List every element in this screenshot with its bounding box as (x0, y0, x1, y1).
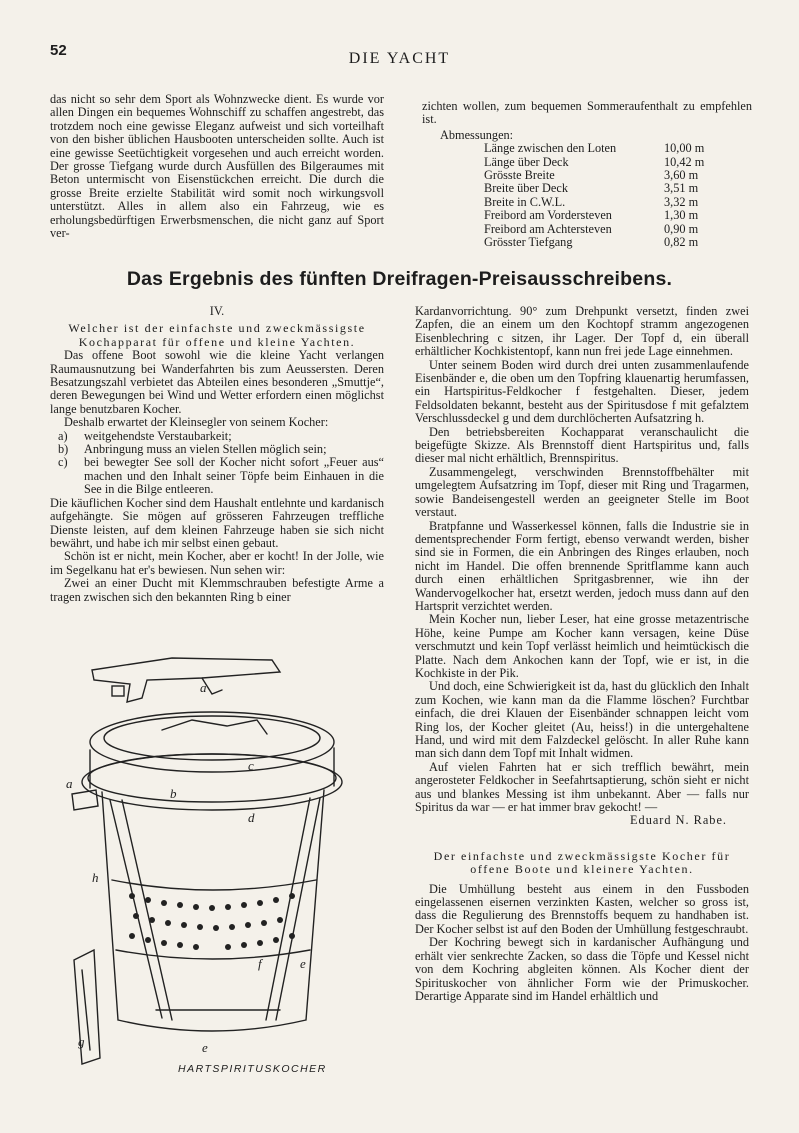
dimension-label: Länge zwischen den Loten (484, 141, 617, 156)
figure-label: a (200, 680, 207, 695)
paragraph: Den betriebsbereiten Kochapparat veranschaulicht die beigefügte Skizze. Als Brennstoff dient Hartspiritus und, falls dieser mal nicht erhältlich, Brennspiritus. (415, 424, 749, 466)
paragraph: Auf vielen Fahrten hat er sich trefflich bewährt, mein angerosteter Feldkocher in Seefahrtsaptierung, schön sieht er nicht aus und blankes Messing ist ihm unbekannt. Aber — falls nur Spiritus da war — er hat immer brav gekocht! — (415, 759, 749, 815)
dimension-label: Länge über Deck (484, 154, 569, 169)
paragraph: Zusammengelegt, verschwinden Brennstoffbehälter mit umgelegtem Aufsatzring im Topf, dieser mit Ring und Tragarmen, sowie Bandeisengestell werden an geeigneter Stelle im Boot verstaut. (415, 464, 749, 520)
paragraph: Mein Kocher nun, lieber Leser, hat eine grosse metazentrische Höhe, keine Pumpe am Kocher kann versagen, keine Düse verschmutzt und kein Topf verlässt heimlich und heimtückisch die Platte. Nach dem Ankochen kann der Topf, wie er ist, in die Kochkiste in der Pik. (415, 612, 749, 680)
list-item (50, 430, 384, 443)
dimension-label: Freibord am Achtersteven (484, 221, 612, 236)
figure-label: e (202, 1040, 208, 1055)
list-item (50, 456, 384, 496)
paragraph: Schön ist er nicht, mein Kocher, aber er kocht! In der Jolle, wie im Segelkanu hat er's bewiesen. Nun sehen wir: (50, 549, 384, 577)
figure-label: c (248, 758, 254, 773)
dimension-row (484, 182, 724, 195)
dimension-value: 0,90 m (664, 221, 699, 236)
paragraph: das nicht so sehr dem Sport als Wohnzwecke dient. Es wurde vor allen Dingen ein bequemes Wohnschiff zu schaffen angestrebt, das trotzdem noch eine gewisse Eleganz aufweist und sich vorteilhaft von den bisher üblichen Hausbooten unterscheiden sollte. Auch ist eine gewisse Seetüchtigkeit vorgesehen und auch erreicht worden. Der grosse Tiefgang wurde durch Ausfüllen des Bilgeraumes mit Beton untermischt von Eisenstückchen erreicht. Die durch die grosse Breite erzielte Stabilität wird somit noch wirkungsvoll unterstützt. Alles in allem also ein Fahrzeug, wie es erholungsbedürftigen Erwerbsmenschen, die nicht ganz auf Sport ver- (50, 92, 384, 241)
page-number: 52 (50, 42, 67, 59)
dimension-row (484, 156, 724, 169)
figure-label: f (258, 956, 262, 971)
dimension-value: 10,00 m (664, 141, 705, 156)
figure-label: e (300, 956, 306, 971)
paragraph: Kardanvorrichtung. 90° zum Drehpunkt versetzt, finden zwei Zapfen, die an einem um den Kochtopf stramm angezogenen Eisenblechring c sitzen, ihr Lager. Der Topf d, ein überall erhältlicher Kochkistentopf, kann nun frei jede Lage einnehmen. (415, 304, 749, 359)
list-label: b) (58, 442, 69, 457)
figure-label: h (92, 870, 99, 885)
journal-title: DIE YACHT (348, 50, 451, 67)
paragraph: Und doch, eine Schwierigkeit ist da, hast du glücklich den Inhalt zum Kochen, wie kann man da die Flamme löschen? Furchtbar einfach, die drei Klauen der Eisenbänder schnappen leicht vom Ring los, der Kocher gleitet (Au, heiss!) in die untergehaltene Hand, und wird mit dem Falzdeckel gelöscht. In aller Ruhe kann man sich dann dem Topf mit Inhalt widmen. (415, 679, 749, 761)
stove-illustration (52, 650, 357, 1070)
list-item (50, 443, 384, 456)
paragraph: Zwei an einer Ducht mit Klemmschrauben befestigte Arme a tragen zwischen sich den bekannten Ring b einer (50, 576, 384, 604)
dimension-value: 1,30 m (664, 208, 699, 223)
dimension-row (484, 142, 724, 155)
dimension-value: 3,32 m (664, 194, 699, 209)
previous-article-left-column (50, 93, 384, 240)
paragraph: Die käuflichen Kocher sind dem Haushalt entlehnte und kardanisch aufgehängte. Sie mögen auf grösseren Fahrzeugen treffliche Dienste leisten, auf dem kleinen Fahrzeuge haben sie sich nicht bewährt, und habe ich mir selbst einen gebaut. (50, 495, 384, 550)
paragraph: Bratpfanne und Wasserkessel können, falls die Industrie sie in dementsprechender Form fertigt, ebenso verwandt werden, bisher sind sie in Formen, die ein Anbringen des Ringes erlauben, noch nicht im Handel. Die offen brennende Spritflamme kann auch durch einen erhältlichen Spritgasbrenner, wie ihn der Wandervogelkocher hat, ersetzt werden, jedoch muss dann auf den Hartsprit verzichtet werden. (415, 518, 749, 613)
stove-drawing (52, 650, 357, 1070)
dimension-label: Breite in C.W.L. (484, 194, 566, 209)
article-headline: Das Ergebnis des fünften Dreifragen-Preisausschreibens. (126, 268, 673, 290)
dimension-value: 0,82 m (664, 235, 699, 250)
dimensions-table (422, 129, 752, 250)
sub-article-heading: Der einfachste und zweckmässigste Kocher für offene Boote und kleinere Yachten. (433, 848, 731, 877)
paragraph: zichten wollen, zum bequemen Sommeraufenthalt zu empfehlen ist. (422, 99, 752, 127)
figure-label: a (66, 776, 73, 791)
list-text: weitgehendste Verstaubarkeit; (84, 428, 232, 443)
figure-label: d (248, 810, 255, 825)
article-left-column (50, 305, 384, 604)
article-right-column (415, 305, 749, 1003)
dimension-label: Grösste Breite (484, 168, 555, 183)
dimension-row (484, 223, 724, 236)
paragraph: Das offene Boot sowohl wie die kleine Yacht verlangen Raumausnutzung bei Wanderfahrten bis zum Aeussersten. Deren Besatzungszahl verbietet das Abteilen eines besonderen „Smuttje“, deren Bewegungen bei Wind und Wetter erfordern einen möglichst lange benutzbaren Kocher. (50, 348, 384, 416)
dimension-row (484, 236, 724, 249)
dimension-row (484, 169, 724, 182)
dimensions-heading: Abmessungen: (440, 127, 514, 142)
list-text: bei bewegter See soll der Kocher nicht sofort „Feuer aus“ machen und den Inhalt seiner Töpfe beim Einhauen in die See in die Bilge entleeren. (84, 455, 384, 497)
previous-article-right-column (422, 100, 752, 249)
figure-caption: HARTSPIRITUSKOCHER (178, 1063, 327, 1075)
author-signature: Eduard N. Rabe. (630, 813, 727, 828)
dimension-value: 3,60 m (664, 168, 699, 183)
section-number: IV. (209, 304, 225, 318)
list-label: a) (58, 428, 68, 443)
dimension-label: Freibord am Vordersteven (484, 208, 612, 223)
dimension-row (484, 209, 724, 222)
figure-label: b (170, 786, 177, 801)
dimension-row (484, 196, 724, 209)
paragraph: Der Kochring bewegt sich in kardanischer Aufhängung und erhält vier senkrechte Zacken, so dass die Töpfe und Kessel nicht von dem Kochring abgleiten können. Als Kocher dient der Spirituskocher von ähnlicher Form wie der Primuskocher. Derartige Apparate sind im Handel erhältlich und (415, 935, 749, 1003)
question-heading: Welcher ist der einfachste und zweckmässigste Kochapparat für offene und kleine Yachten. (68, 321, 366, 349)
requirements-list (50, 430, 384, 497)
figure-label: g (78, 1034, 85, 1049)
dimension-label: Grösster Tiefgang (484, 235, 573, 250)
list-label: c) (58, 455, 68, 470)
paragraph: Die Umhüllung besteht aus einem in den Fussboden eingelassenen eisernen verzinkten Kasten, welcher so gross ist, dass die Regulierung des Brennstoffs bequem zu handhaben ist. Der Kocher selbst ist auf den Boden der Umhüllung festgeschraubt. (415, 881, 749, 936)
dimension-value: 3,51 m (664, 181, 699, 196)
list-text: Anbringung muss an vielen Stellen möglich sein; (84, 442, 327, 457)
paragraph: Unter seinem Boden wird durch drei unten zusammenlaufende Eisenbänder e, die oben um den Topfring klauenartig herumfassen, ein Hartspiritus-Feldkocher f festgehalten. Dieser, jedem Feldsoldaten bekannt, besteht aus der Spiritusdose f mit gefalztem Verschlussdeckel g und dem durchlöcherten Aufsatzring h. (415, 357, 749, 426)
dimension-label: Breite über Deck (484, 181, 568, 196)
paragraph: Deshalb erwartet der Kleinsegler von seinem Kocher: (64, 415, 329, 430)
dimension-value: 10,42 m (664, 154, 705, 169)
